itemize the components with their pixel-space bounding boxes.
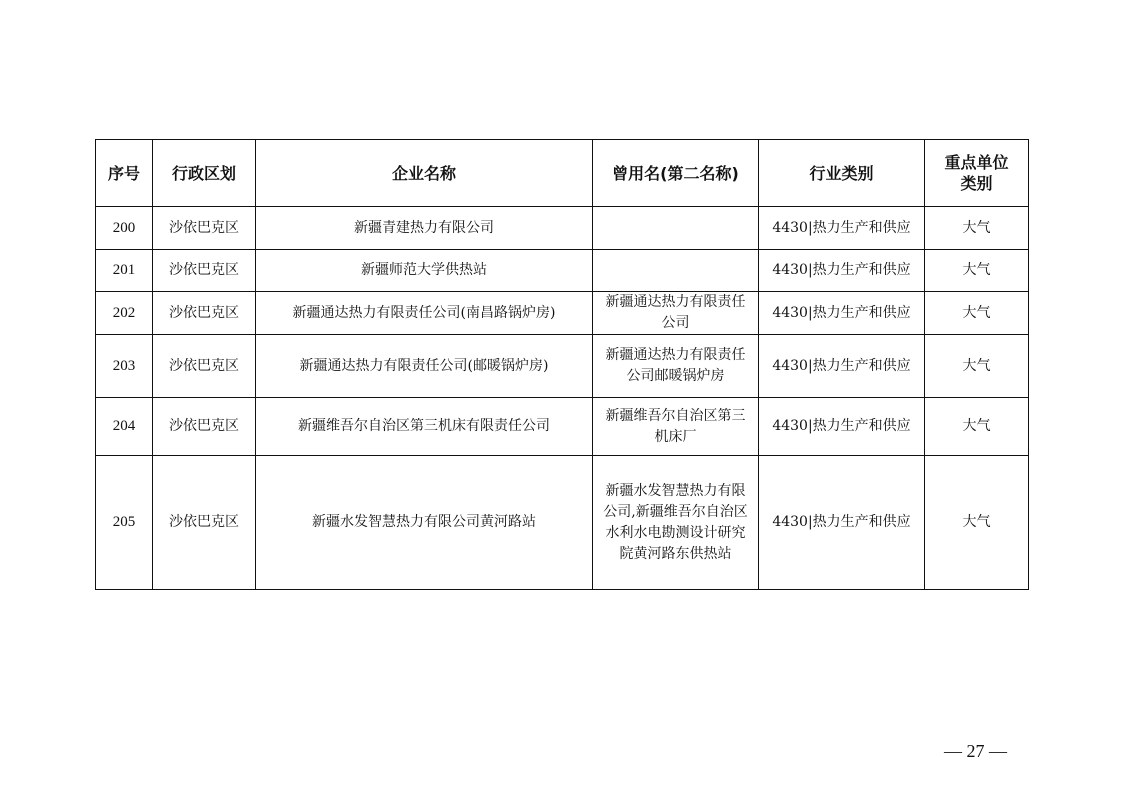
header-company: 企业名称 (256, 140, 593, 207)
cell-industry: 4430|热力生产和供应 (759, 335, 925, 398)
cell-district: 沙依巴克区 (153, 250, 256, 292)
header-key-unit-line1: 重点单位 (944, 153, 1009, 172)
cell-district: 沙依巴克区 (153, 207, 256, 250)
cell-seq: 201 (96, 250, 153, 292)
cell-key-unit: 大气 (925, 335, 1029, 398)
cell-seq: 204 (96, 398, 153, 456)
cell-district: 沙依巴克区 (153, 292, 256, 335)
cell-seq: 202 (96, 292, 153, 335)
cell-former-name (593, 250, 759, 292)
header-seq: 序号 (96, 140, 153, 207)
cell-former-name: 新疆维吾尔自治区第三机床厂 (593, 398, 759, 456)
cell-former-name (593, 207, 759, 250)
page-number: — 27 — (944, 741, 1007, 761)
cell-industry: 4430|热力生产和供应 (759, 398, 925, 456)
table-row (96, 398, 1029, 456)
cell-former-name: 新疆通达热力有限责任公司 (593, 292, 759, 335)
cell-seq: 205 (96, 456, 153, 590)
table-row (96, 207, 1029, 250)
cell-key-unit: 大气 (925, 250, 1029, 292)
cell-industry: 4430|热力生产和供应 (759, 456, 925, 590)
header-industry: 行业类别 (759, 140, 925, 207)
cell-company: 新疆师范大学供热站 (256, 250, 593, 292)
header-district: 行政区划 (153, 140, 256, 207)
cell-company: 新疆通达热力有限责任公司(南昌路锅炉房) (256, 292, 593, 335)
cell-former-name: 新疆通达热力有限责任公司邮暖锅炉房 (593, 335, 759, 398)
cell-seq: 203 (96, 335, 153, 398)
cell-company: 新疆水发智慧热力有限公司黄河路站 (256, 456, 593, 590)
table-row (96, 292, 1029, 335)
cell-key-unit: 大气 (925, 292, 1029, 335)
cell-seq: 200 (96, 207, 153, 250)
cell-company: 新疆通达热力有限责任公司(邮暖锅炉房) (256, 335, 593, 398)
cell-industry: 4430|热力生产和供应 (759, 250, 925, 292)
cell-district: 沙依巴克区 (153, 398, 256, 456)
table-header-row (96, 140, 1029, 207)
cell-industry: 4430|热力生产和供应 (759, 292, 925, 335)
enterprise-table (95, 139, 1029, 590)
header-former-name: 曾用名(第二名称) (593, 140, 759, 207)
cell-key-unit: 大气 (925, 207, 1029, 250)
cell-company: 新疆维吾尔自治区第三机床有限责任公司 (256, 398, 593, 456)
cell-industry: 4430|热力生产和供应 (759, 207, 925, 250)
cell-company: 新疆青建热力有限公司 (256, 207, 593, 250)
header-key-unit-line2: 类别 (960, 174, 993, 193)
cell-district: 沙依巴克区 (153, 456, 256, 590)
cell-key-unit: 大气 (925, 398, 1029, 456)
cell-former-name: 新疆水发智慧热力有限公司,新疆维吾尔自治区水利水电勘测设计研究院黄河路东供热站 (593, 456, 759, 590)
cell-district: 沙依巴克区 (153, 335, 256, 398)
table-row (96, 250, 1029, 292)
cell-key-unit: 大气 (925, 456, 1029, 590)
table-row (96, 335, 1029, 398)
header-key-unit (925, 140, 1029, 207)
table-row (96, 456, 1029, 590)
